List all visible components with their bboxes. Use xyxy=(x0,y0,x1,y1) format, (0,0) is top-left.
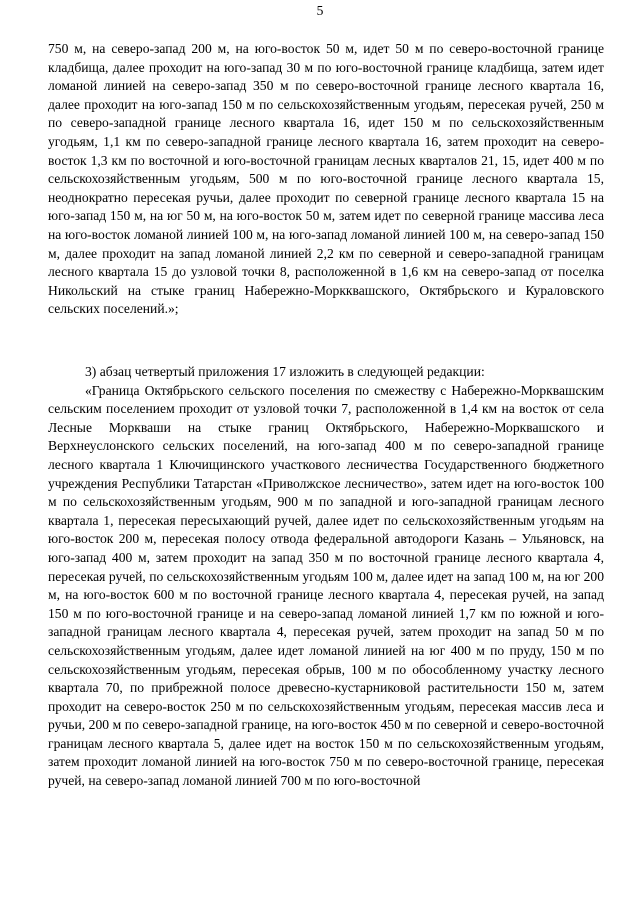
page-number: 5 xyxy=(316,3,324,18)
text-block-2 xyxy=(48,363,604,791)
paragraph-quote: «Граница Октябрьского сельского поселения по смежеству с Набережно-Морквашским сельским поселением проходит от узловой точки 7, расположенной в 1,4 км на восток от села Лесные Моркваши на стыке границ Октябрьского, Набережно-Морквашского и Верхнеуслонского сельских поселений, на юго-запад 400 м по северо-западной границе лесного квартала 1 Ключищинского участкового лесничества Государственного бюджетного учреждения Республики Татарстан «Приволжское лесничество», затем идет на юго-восток 100 м по сельскохозяйственным угодьям, 900 м по западной и юго-западной границам лесного квартала 1, пересекая пересыхающий ручей, далее идет по сельскохозяйственным угодьям на юго-восток 200 м, пересекая полосу отвода федеральной автодороги Казань – Ульяновск, на юго-запад 400 м, затем проходит на запад 350 м по восточной границе лесного квартала 4, пересекая ручей, по сельскохозяйственным угодьям 100 м, далее идет на запад 100 м, на юг 200 м, на юго-восток 600 м по восточной границе лесного квартала 4, пересекая ручей, на запад 150 м по юго-восточной границе и на северо-запад ломаной линией 1,7 км по южной и юго-западной границам лесного квартала 4, пересекая ручей, затем проходит на запад 50 м по сельскохозяйственным угодьям, далее идет ломаной линией на юг 400 м по пруду, 150 м по сельскохозяйственным угодьям, пересекая обрыв, 100 м по обособленному участку лесного квартала 70, по прибрежной полосе древесно-кустарниковой растительности 150 м, затем проходит на северо-восток 250 м по сельскохозяйственным угодьям, пересекая массив леса и ручьи, 200 м по северо-западной границе, на юго-восток 450 м по северной и северо-восточной границам лесного квартала 5, далее идет на восток 150 м по сельскохозяйственным угодьям, затем проходит ломаной линией на юго-восток 750 м по северо-восточной границе, пересекая ручей, на северо-запад ломаной линией 700 м по юго-восточной xyxy=(48,382,604,789)
list-item-3: 3) абзац четвертый приложения 17 изложить в следующей редакции: xyxy=(85,364,485,379)
text-block-1 xyxy=(48,40,604,319)
paragraph-continuation: 750 м, на северо-запад 200 м, на юго-восток 50 м, идет 50 м по северо-восточной границе кладбища, далее проходит на юго-запад 30 м по юго-восточной границе кладбища, затем идет ломаной линией на северо-запад 350 м по северо-восточной границе лесного квартала 16, далее проходит на юго-запад 150 м по сельскохозяйственным угодьям, пересекая ручей, 250 м по северо-западной границе лесного квартала 16, идет 150 м по сельскохозяйственным угодьям, 1,1 км по северо-западной границе лесного квартала 16, затем проходит на северо-восток 1,3 км по восточной и юго-восточной границам лесных кварталов 21, 15, идет 400 м по сельскохозяйственным угодьям, 500 м по юго-восточной границе лесного квартала 15, неоднократно пересекая ручьи, далее проходит по северной границе лесного квартала 15 на юго-запад 150 м, на юг 50 м, на юго-восток 50 м, затем идет по северной границе массива леса на юго-восток ломаной линией 100 м, на юго-запад ломаной линией 100 м, на северо-запад 150 м, далее проходит на запад ломаной линией 2,2 км по северной и северо-западной границам лесного квартала 15 до узловой точки 8, расположенной в 1,6 км на северо-запад от поселка Никольский на стыке границ Набережно-Моркквашского, Октябрьского и Кураловского сельских поселений.»; xyxy=(48,41,604,317)
